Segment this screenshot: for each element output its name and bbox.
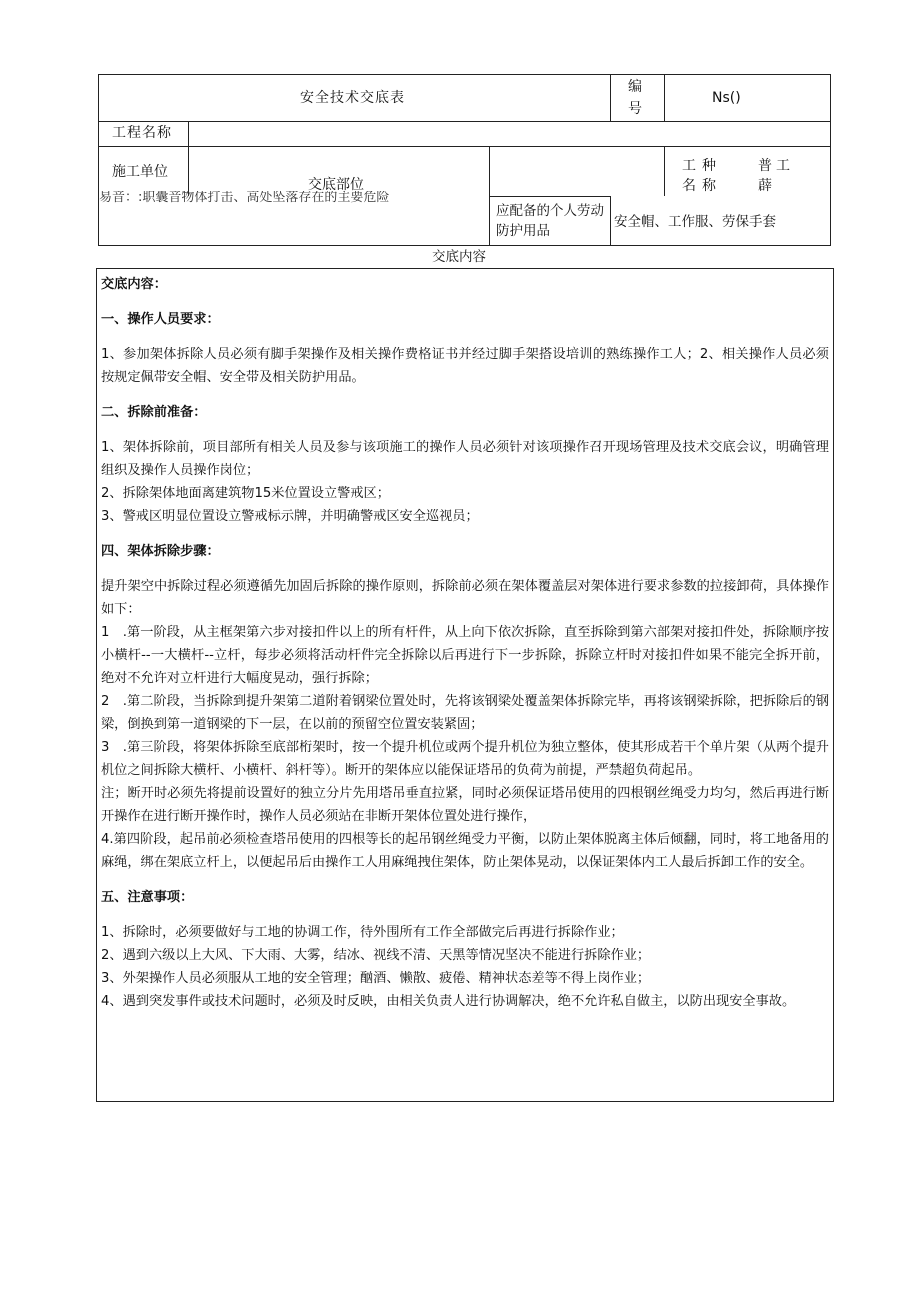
work-type-label: 工种 名称 — [682, 158, 722, 194]
content-intro: 交底内容： — [101, 277, 167, 292]
section-2-item: 2、拆除架体地面离建筑物15米位置设立警戒区； — [101, 486, 390, 501]
hazards-text: 易音：:职囊音物体打击、高处坠落存在的主要危险 — [99, 191, 390, 205]
section-5-title: 五、注意事项： — [101, 890, 194, 905]
section-5-item: 1、拆除时，必须要做好与工地的协调工作，待外围所有工作全部做完后再进行拆除作业； — [101, 925, 624, 940]
section-4-item: 3 .第三阶段，将架体拆除至底部桁架时，按一个提升机位或两个提升机位为独立整体，使其形成若干个单片架（从两个提升机位之间拆除大横杆、小横杆、斜杆等）。断开的架体应以能保证塔吊的负荷为前提，严禁超负荷起吊。 — [101, 740, 829, 778]
construction-unit-label: 施工单位 — [112, 164, 168, 180]
section-4-item: 2 .第二阶段，当拆除到提升架第二道附着钢梁位置处时，先将该钢梁处覆盖架体拆除完毕，再将该钢梁拆除，把拆除后的钢梁，倒换到第一道钢梁的下一层，在以前的预留空位置安装紧固； — [101, 694, 829, 732]
number-label: 编 号 — [628, 79, 642, 117]
section-4-item: 4.第四阶段，起吊前必须检查塔吊使用的四根等长的起吊钢丝绳受力平衡，以防止架体脱离主体后倾翻，同时，将工地备用的麻绳，绑在架底立杆上，以便起吊后由操作工人用麻绳拽住架体，防止架体晃动，以保证架体内工人最后拆卸工作的安全。 — [101, 832, 829, 870]
section-4-note: 注；断开时必须先将提前设置好的独立分片先用塔吊垂直拉紧，同时必须保证塔吊使用的四根钢丝绳受力均匀，然后再进行断开操作在进行断开操作时，操作人员必须站在非断开架体位置处进行操作， — [101, 786, 829, 824]
section-4-intro: 提升架空中拆除过程必须遵循先加固后拆除的操作原则，拆除前必须在架体覆盖层对架体进行要求参数的拉接卸荷，具体操作如下： — [101, 579, 829, 617]
section-1-item: 1、参加架体拆除人员必须有脚手架操作及相关操作费格证书并经过脚手架搭设培训的熟练操作工人；2、相关操作人员必须按规定佩带安全帽、安全带及相关防护用品。 — [101, 347, 829, 385]
ppe-label: 应配备的个人劳动防护用品 — [496, 203, 604, 239]
section-5-item: 3、外架操作人员必须服从工地的安全管理；酗酒、懒散、疲倦、精神状态差等不得上岗作业； — [101, 971, 651, 986]
number-value: Ns() — [712, 90, 741, 106]
section-5-item: 2、遇到六级以上大风、下大雨、大雾，结冰、视线不清、天黑等情况坚决不能进行拆除作业； — [101, 948, 651, 963]
section-title: 交底内容 — [432, 249, 486, 265]
work-type-value: 普工 薜 — [758, 158, 794, 194]
section-4-item: 1 .第一阶段，从主框架第六步对接扣件以上的所有杆件，从上向下依次拆除，直至拆除到第六部架对接扣件处，拆除顺序按小横杆--一大横杆--立杆，每步必须将活动杆件完全拆除以后再进行下一步拆除，拆除立杆时对接扣件如果不能完全拆开前，绝对不允许对立杆进行大幅度晃动，强行拆除； — [101, 625, 829, 686]
section-4-title: 四、架体拆除步骤： — [101, 544, 220, 559]
section-2-item: 1、架体拆除前，项目部所有相关人员及参与该项施工的操作人员必须针对该项操作召开现场管理及技术交底会议，明确管理组织及操作人员操作岗位； — [101, 440, 829, 478]
project-name-label: 工程名称 — [112, 125, 172, 141]
section-5-item: 4、遇到突发事件或技术问题时，必须及时反映，由相关负责人进行协调解决，绝不允许私自做主，以防出现安全事故。 — [101, 994, 796, 1009]
content-box — [96, 268, 834, 1102]
section-2-item: 3、警戒区明显位置设立警戒标示牌，并明确警戒区安全巡视员； — [101, 509, 479, 524]
handover-part-label: 交底部位 — [308, 177, 364, 193]
section-1-title: 一、操作人员要求： — [101, 312, 220, 327]
form-title: 安全技术交底表 — [300, 90, 405, 106]
section-2-title: 二、拆除前准备： — [101, 405, 207, 420]
ppe-value: 安全帽、工作服、劳保手套 — [614, 214, 776, 230]
